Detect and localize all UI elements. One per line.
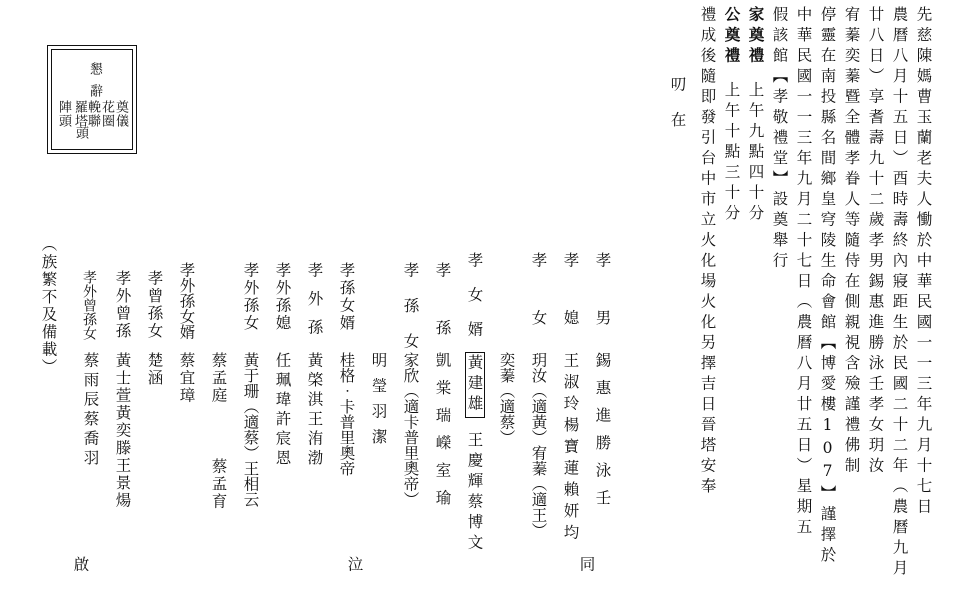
relation-daughters: 孝女 xyxy=(529,252,548,367)
names-daughters-extra: 奕蓁（適蔡） xyxy=(497,352,516,445)
relation-maternal-great-grandsons: 孝外曾孫 xyxy=(113,270,132,340)
notice-box-item-huaquan: 花圈 xyxy=(99,100,114,128)
closing-line-2: 叨在 xyxy=(668,76,687,147)
names-maternal-granddaughter-husband: 蔡宜璋 xyxy=(177,352,196,405)
notice-box-word-ken: 懇 xyxy=(87,62,102,76)
notice-box-item-dianyi: 奠儀 xyxy=(113,100,128,128)
names-granddaughters-extra: 明瑩羽潔 xyxy=(369,352,388,454)
names-maternal-great-grandsons: 黃士萱黃奕滕王景煬 xyxy=(113,352,132,510)
names-daughters-in-law: 王淑玲楊寶蓮賴妍均 xyxy=(561,352,580,546)
footer-tong: 同 xyxy=(577,556,596,577)
footer-qi: 泣 xyxy=(345,556,364,577)
family-ceremony-label: 家奠禮 xyxy=(746,6,766,68)
relation-maternal-granddaughter-husband: 孝外孫女婿 xyxy=(177,262,196,340)
relation-maternal-grandson-wife: 孝外孫媳 xyxy=(273,262,292,332)
names-maternal-granddaughters: 黃于珊（適蔡）王相云 xyxy=(241,352,260,507)
closing-line-1: 禮成後隨即發引台中市立火化場火化另擇吉日晉塔安奉 xyxy=(698,6,717,498)
names-sons-in-law-rest: 王慶輝蔡博文 xyxy=(465,431,484,555)
relation-daughters-in-law: 孝媳 xyxy=(561,252,580,367)
names-maternal-grandsons: 黃棨淇王洧渤 xyxy=(305,352,324,469)
notice-box-item-luota: 羅塔 xyxy=(72,100,87,128)
public-ceremony-label: 公奠禮 xyxy=(722,6,742,68)
notice-box-item-wanlian: 輓聯 xyxy=(85,100,100,128)
names-maternal-granddaughters-extra-b: 蔡孟育 xyxy=(209,458,228,511)
names-grandsons: 凱棠瑞嶸室瑜 xyxy=(433,352,452,517)
names-sons-in-law-boxed: 黃建雄 xyxy=(465,354,484,416)
obituary-line-1: 先慈陳媽曹玉蘭老夫人慟於中華民國一一三年九月十七日 xyxy=(914,6,933,519)
notice-box xyxy=(47,45,137,154)
clan-note: （族繁不及備載） xyxy=(39,236,58,376)
obituary-line-4: 宥蓁奕蓁暨全體孝眷人等隨侍在側親視含殮謹禮佛制 xyxy=(842,6,861,478)
relation-great-granddaughter: 孝曾孫女 xyxy=(145,270,164,340)
obituary-line-5: 停靈在南投縣名間鄉皇穹陵生命會館【博愛樓107】謹擇於 xyxy=(818,6,837,567)
obituary-line-6: 中華民國一一三年九月二十七日（農曆八月廿五日）星期五 xyxy=(794,6,813,539)
obituary-line-7: 假該館【孝敬禮堂】設奠舉行 xyxy=(770,6,789,273)
relation-granddaughters: 孝孫女 xyxy=(401,262,420,369)
notice-box-inner xyxy=(51,49,133,150)
relation-granddaughter-husband: 孝孫女婿 xyxy=(337,262,356,332)
public-ceremony xyxy=(723,6,740,225)
notice-box-item-tou: 頭 xyxy=(73,126,88,140)
family-ceremony xyxy=(747,6,764,225)
names-maternal-great-granddaughters: 蔡雨辰蔡喬羽 xyxy=(81,352,100,469)
relation-maternal-granddaughters: 孝外孫女 xyxy=(241,262,260,332)
notice-box-word-ci: 辭 xyxy=(87,84,102,98)
names-granddaughter-husband: 桂格‧卡普里奧帝 xyxy=(337,352,356,476)
relation-grandsons: 孝孫 xyxy=(433,262,452,377)
footer-kai: 啟 xyxy=(71,556,90,577)
relation-maternal-great-granddaughters: 孝外曾孫女 xyxy=(81,270,97,340)
names-sons-in-law xyxy=(466,352,482,555)
names-maternal-grandson-wife: 任珮瑋許宸恩 xyxy=(273,352,292,469)
names-granddaughters: 家欣（適卡普里奧帝） xyxy=(401,352,420,507)
names-sons: 錫惠進勝泳壬 xyxy=(593,352,612,517)
obituary-line-2: 農曆八月十五日）酉時壽終內寢距生於民國二十二年（農曆九月 xyxy=(890,6,909,580)
public-ceremony-time: 上午十點三十分 xyxy=(722,81,741,225)
obituary-line-3: 廿八日）享耆壽九十二歲孝男錫惠進勝泳壬孝女玥汝 xyxy=(866,6,885,478)
notice-box-item-zhentou: 陣頭 xyxy=(56,100,71,128)
names-great-granddaughter: 楚涵 xyxy=(145,352,164,387)
names-maternal-granddaughters-extra-a: 蔡孟庭 xyxy=(209,352,228,405)
family-ceremony-time: 上午九點四十分 xyxy=(746,81,765,225)
relation-sons-in-law: 孝女婿 xyxy=(465,252,484,356)
relation-maternal-grandsons: 孝外孫 xyxy=(305,262,324,348)
relation-sons: 孝男 xyxy=(593,252,612,367)
names-daughters: 玥汝（適黃）宥蓁（適王） xyxy=(529,352,548,538)
